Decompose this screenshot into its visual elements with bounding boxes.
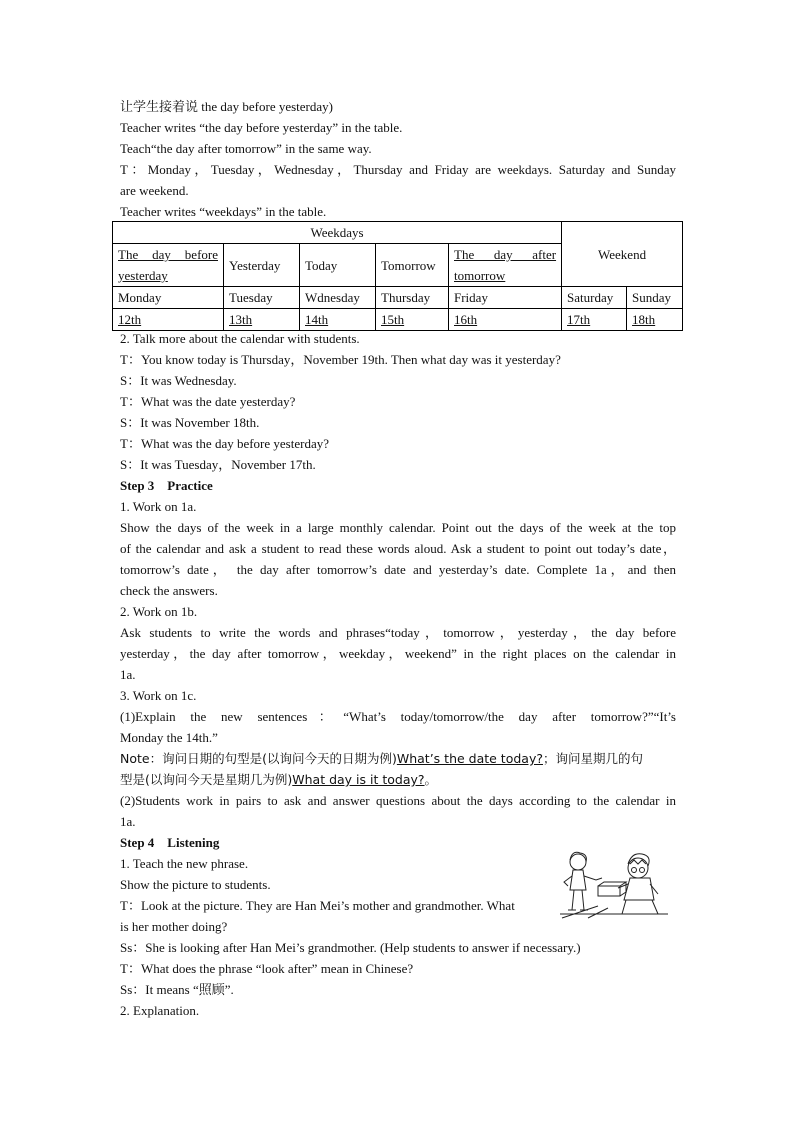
day-cell: Sunday xyxy=(627,287,683,309)
label-cell: The day before yesterday xyxy=(113,244,224,287)
date-cell: 12th xyxy=(113,309,224,331)
date-cell: 13th xyxy=(224,309,300,331)
text-line: T：What does the phrase “look after” mean in Chinese? xyxy=(120,961,414,976)
text-line: are weekend. xyxy=(120,183,189,198)
text-line: S：It was Wednesday. xyxy=(120,373,237,388)
day-cell: Tuesday xyxy=(224,287,300,309)
date-cell: 18th xyxy=(627,309,683,331)
text-line: check the answers. xyxy=(120,583,218,598)
weekdays-header: Weekdays xyxy=(113,222,562,244)
text-line: Teacher writes “weekdays” in the table. xyxy=(120,204,327,219)
text-line: of the calendar and ask a student to read these words aloud. Ask a student to point out today’s date， xyxy=(120,541,676,556)
text-line: Ss：She is looking after Han Mei’s grandmother. (Help students to answer if necessary.) xyxy=(120,940,581,955)
text-line: 2. Work on 1b. xyxy=(120,604,198,619)
text-line: 2. Talk more about the calendar with students. xyxy=(120,331,360,346)
text-line: yesterday，the day after tomorrow，weekday，weekend” in the right places on the calendar in xyxy=(120,646,676,661)
day-cell: Monday xyxy=(113,287,224,309)
text-line: Show the picture to students. xyxy=(120,877,271,892)
text-line: Show the days of the week in a large monthly calendar. Point out the days of the week at the top xyxy=(120,520,676,535)
date-cell: 16th xyxy=(449,309,562,331)
text-line: (2)Students work in pairs to ask and answer questions about the days according to the calendar in xyxy=(120,793,676,808)
date-cell: 15th xyxy=(376,309,449,331)
text-line: T：You know today is Thursday，November 19th. Then what day was it yesterday? xyxy=(120,352,561,367)
text-line: Ss：It means “照顾”. xyxy=(120,982,234,997)
text-line: Monday the 14th.” xyxy=(120,730,218,745)
day-cell: Wdnesday xyxy=(300,287,376,309)
day-cell: Thursday xyxy=(376,287,449,309)
text-line: T：What was the date yesterday? xyxy=(120,394,296,409)
text-line: 1. Teach the new phrase. xyxy=(120,856,249,871)
label-cell: Yesterday xyxy=(224,244,300,287)
day-cell: Saturday xyxy=(562,287,627,309)
text-line: 2. Explanation. xyxy=(120,1003,200,1018)
note-line: 型是(以询问今天是星期几为例)What day is it today?。 xyxy=(120,772,438,787)
label-cell: The day after tomorrow xyxy=(449,244,562,287)
text-line: Teach“the day after tomorrow” in the same way. xyxy=(120,141,372,156)
text-line: Ask students to write the words and phrases“today，tomorrow，yesterday，the day before xyxy=(120,625,676,640)
text-line: is her mother doing? xyxy=(120,919,228,934)
text-line: T：Monday，Tuesday，Wednesday，Thursday and Friday are weekdays. Saturday and Sunday xyxy=(120,162,676,177)
weekend-header: Weekend xyxy=(562,222,683,287)
day-cell: Friday xyxy=(449,287,562,309)
text-line: Teacher writes “the day before yesterday” in the table. xyxy=(120,120,403,135)
text-line: S：It was November 18th. xyxy=(120,415,260,430)
date-cell: 17th xyxy=(562,309,627,331)
date-cell: 14th xyxy=(300,309,376,331)
text-line: (1)Explain the new sentences：“What’s today/tomorrow/the day after tomorrow?”“It’s xyxy=(120,709,676,724)
step4-heading: Step 4 Listening xyxy=(120,835,220,850)
text-line: 1. Work on 1a. xyxy=(120,499,197,514)
text-line: tomorrow’s date， the day after tomorrow’s date and yesterday’s date. Complete 1a，and then xyxy=(120,562,676,577)
text-line: 1a. xyxy=(120,667,136,682)
document-body xyxy=(120,96,676,222)
text-line: 3. Work on 1c. xyxy=(120,688,197,703)
text-line: 让学生接着说 the day before yesterday) xyxy=(120,99,333,114)
mother-grandmother-illustration xyxy=(558,848,670,920)
label-cell: Today xyxy=(300,244,376,287)
text-line: T：Look at the picture. They are Han Mei’s mother and grandmother. What xyxy=(120,898,515,913)
label-cell: Tomorrow xyxy=(376,244,449,287)
text-line: S：It was Tuesday，November 17th. xyxy=(120,457,316,472)
step3-heading: Step 3 Practice xyxy=(120,478,213,493)
note-line: Note：询问日期的句型是(以询问今天的日期为例)What’s the date today?；询问星期几的句 xyxy=(120,751,643,766)
calendar-table xyxy=(112,221,683,331)
text-line: 1a. xyxy=(120,814,136,829)
text-line: T：What was the day before yesterday? xyxy=(120,436,329,451)
